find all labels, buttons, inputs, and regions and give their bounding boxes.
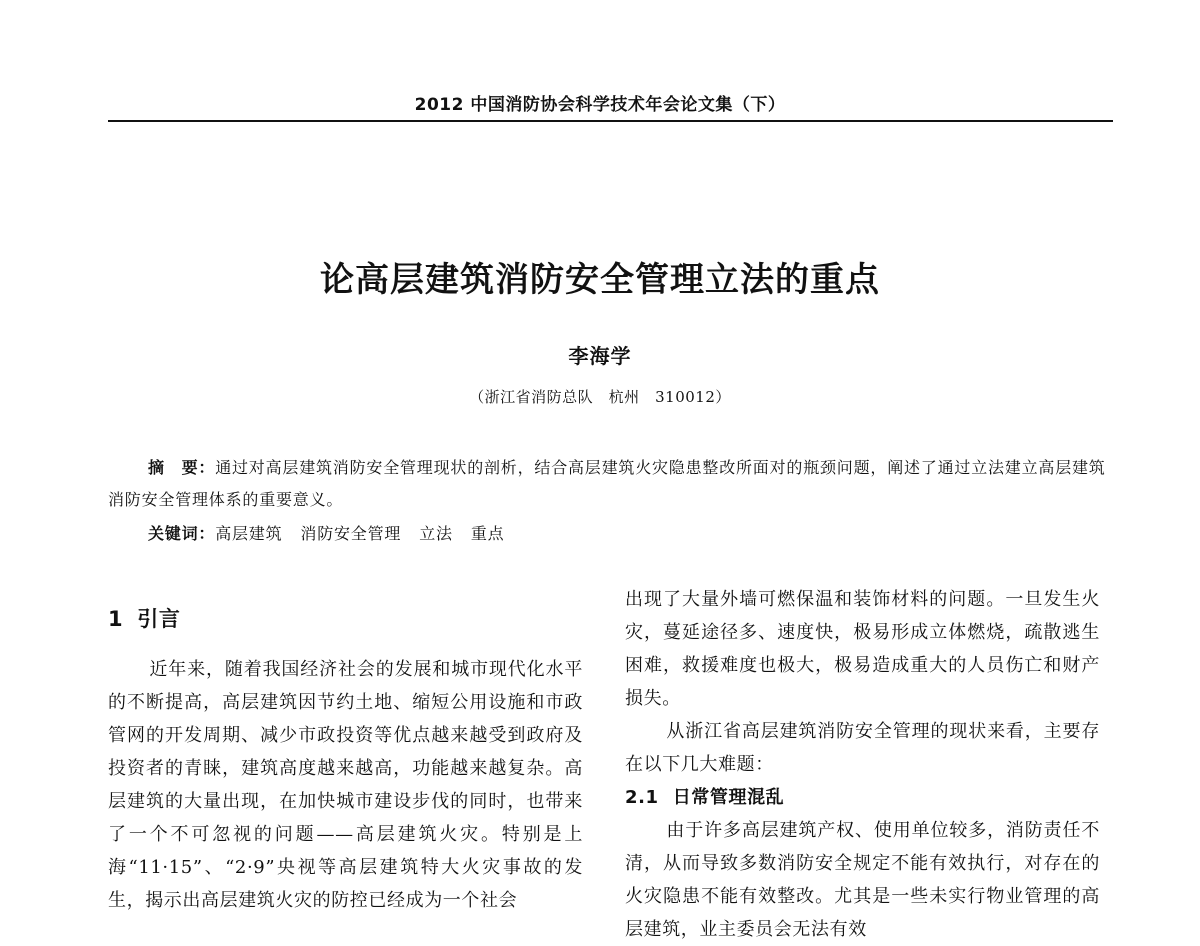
- paper-author: 李海学: [568, 344, 632, 368]
- section-number: 1: [108, 607, 124, 631]
- keyword: 高层建筑: [215, 524, 283, 543]
- keyword: 重点: [470, 524, 505, 543]
- body-paragraph: 近年来，随着我国经济社会的发展和城市现代化水平的不断提高，高层建筑因节约土地、缩短公用设施和市政管网的开发周期、减少市政投资等优点越来越受到政府及投资者的青睐，建筑高度越来越高，功能越来越复杂。高层建筑的大量出现，在加快城市建设步伐的同时，也带来了一个不可忽视的问题——高层建筑火灾。特别是上海“11·15”、“2·9”央视等高层建筑特大火灾事故的发生，揭示出高层建筑火灾的防控已经成为一个社会: [108, 659, 583, 911]
- abstract-text: 通过对高层建筑消防安全管理现状的剖析，结合高层建筑火灾隐患整改所面对的瓶颈问题，阐述了通过立法建立高层建筑消防安全管理体系的重要意义。: [108, 458, 1106, 509]
- subsection-number: 2.1: [625, 787, 659, 808]
- subsection-heading: [625, 781, 1100, 814]
- keyword: 立法: [419, 524, 453, 543]
- author-affiliation: （浙江省消防总队 杭州 310012）: [469, 388, 731, 406]
- section-title: 引言: [137, 607, 181, 631]
- abstract-label: 摘 要：: [148, 458, 216, 477]
- keyword: 消防安全管理: [300, 524, 402, 543]
- keywords: [148, 518, 1108, 550]
- body-paragraph: 从浙江省高层建筑消防安全管理的现状来看，主要存在以下几大难题：: [625, 721, 1100, 775]
- abstract: [108, 452, 1108, 516]
- section-heading: [108, 603, 583, 636]
- paper-title: 论高层建筑消防安全管理立法的重点: [320, 260, 880, 300]
- right-column: [625, 583, 1100, 946]
- body-paragraph: 出现了大量外墙可燃保温和装饰材料的问题。一旦发生火灾，蔓延途径多、速度快，极易形成立体燃烧，疏散逃生困难，救援难度也极大，极易造成重大的人员伤亡和财产损失。: [625, 589, 1100, 709]
- header-rule: [108, 120, 1113, 122]
- body-paragraph: 由于许多高层建筑产权、使用单位较多，消防责任不清，从而导致多数消防安全规定不能有效执行，对存在的火灾隐患不能有效整改。尤其是一些未实行物业管理的高层建筑，业主委员会无法有效: [625, 820, 1100, 940]
- left-column: [108, 583, 583, 917]
- running-header: 2012 中国消防协会科学技术年会论文集（下）: [414, 95, 786, 115]
- subsection-title: 日常管理混乱: [672, 787, 785, 808]
- keywords-label: 关键词：: [148, 524, 216, 543]
